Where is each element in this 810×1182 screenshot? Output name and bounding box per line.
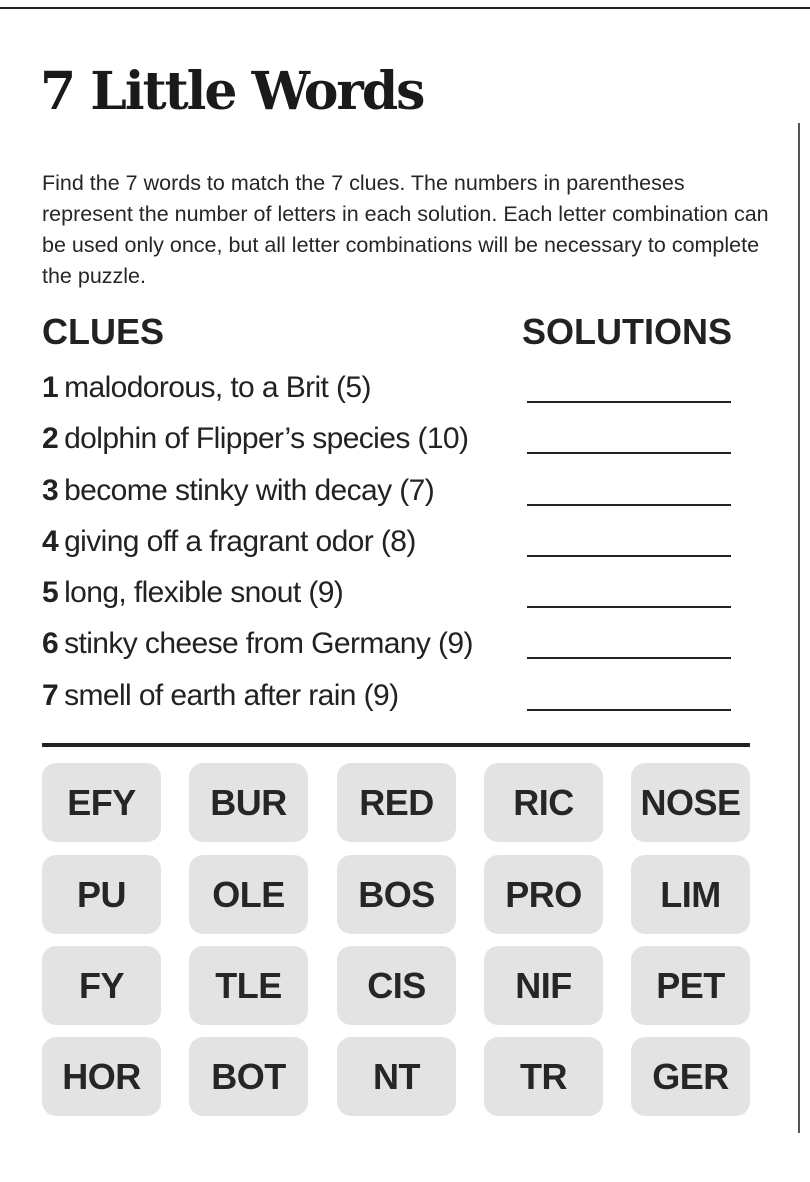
solution-blank-5[interactable] bbox=[527, 606, 731, 608]
section-divider bbox=[42, 743, 750, 747]
clue-number: 4 bbox=[42, 525, 59, 558]
clue-text-4 bbox=[42, 522, 416, 562]
top-rule bbox=[0, 7, 810, 9]
clue-label: malodorous, to a Brit (5) bbox=[64, 371, 371, 404]
letter-tile[interactable]: NT bbox=[337, 1037, 456, 1116]
letter-tile[interactable]: OLE bbox=[189, 855, 308, 934]
solution-blank-7[interactable] bbox=[527, 709, 731, 711]
letter-tile[interactable]: EFY bbox=[42, 763, 161, 842]
clue-label: stinky cheese from Germany (9) bbox=[64, 627, 473, 660]
clue-row-2 bbox=[42, 419, 742, 459]
solution-blank-1[interactable] bbox=[527, 401, 731, 403]
clue-number: 1 bbox=[42, 371, 59, 404]
clue-label: dolphin of Flipper’s species (10) bbox=[64, 422, 469, 455]
page-title: 7 Little Words bbox=[40, 61, 424, 122]
clue-text-3 bbox=[42, 471, 434, 511]
solutions-heading: SOLUTIONS bbox=[522, 311, 733, 352]
solution-blank-2[interactable] bbox=[527, 452, 731, 454]
letter-tile[interactable]: TR bbox=[484, 1037, 603, 1116]
clue-label: become stinky with decay (7) bbox=[64, 474, 435, 507]
letter-tile[interactable]: PET bbox=[631, 946, 750, 1025]
clue-number: 6 bbox=[42, 627, 59, 660]
clue-number: 3 bbox=[42, 474, 59, 507]
clue-label: long, flexible snout (9) bbox=[64, 576, 344, 609]
letter-tile[interactable]: LIM bbox=[631, 855, 750, 934]
letter-tile[interactable]: BOS bbox=[337, 855, 456, 934]
letter-tile[interactable]: NIF bbox=[484, 946, 603, 1025]
clue-row-5 bbox=[42, 573, 742, 613]
clue-row-7 bbox=[42, 676, 742, 716]
letter-tile[interactable]: PU bbox=[42, 855, 161, 934]
letter-tile[interactable]: NOSE bbox=[631, 763, 750, 842]
letter-tile[interactable]: BUR bbox=[189, 763, 308, 842]
clue-row-3 bbox=[42, 471, 742, 511]
clue-number: 2 bbox=[42, 422, 59, 455]
letter-tile[interactable]: PRO bbox=[484, 855, 603, 934]
clue-text-2 bbox=[42, 419, 468, 459]
clue-text-1 bbox=[42, 368, 371, 408]
clue-label: giving off a fragrant odor (8) bbox=[64, 525, 416, 558]
letter-tile[interactable]: GER bbox=[631, 1037, 750, 1116]
solution-blank-6[interactable] bbox=[527, 657, 731, 659]
letter-tile[interactable]: TLE bbox=[189, 946, 308, 1025]
instructions-text: Find the 7 words to match the 7 clues. The numbers in parentheses represent the number of letters in each solution. Each letter combination can be used only once, but all letter combinations will be necessary to complete the puzzle. bbox=[42, 171, 769, 288]
solution-blank-4[interactable] bbox=[527, 555, 731, 557]
letter-tile[interactable]: CIS bbox=[337, 946, 456, 1025]
solution-blank-3[interactable] bbox=[527, 504, 731, 506]
clue-text-7 bbox=[42, 676, 399, 716]
letter-tile[interactable]: RIC bbox=[484, 763, 603, 842]
clue-number: 5 bbox=[42, 576, 59, 609]
clue-row-1 bbox=[42, 368, 742, 408]
side-rule bbox=[798, 123, 800, 1133]
clue-text-5 bbox=[42, 573, 343, 613]
letter-tile[interactable]: HOR bbox=[42, 1037, 161, 1116]
clue-number: 7 bbox=[42, 679, 59, 712]
clue-label: smell of earth after rain (9) bbox=[64, 679, 399, 712]
clue-row-4 bbox=[42, 522, 742, 562]
clues-heading: CLUES bbox=[42, 311, 165, 352]
clue-text-6 bbox=[42, 624, 473, 664]
clue-row-6 bbox=[42, 624, 742, 664]
letter-tile[interactable]: RED bbox=[337, 763, 456, 842]
letter-tile[interactable]: BOT bbox=[189, 1037, 308, 1116]
letter-tile[interactable]: FY bbox=[42, 946, 161, 1025]
